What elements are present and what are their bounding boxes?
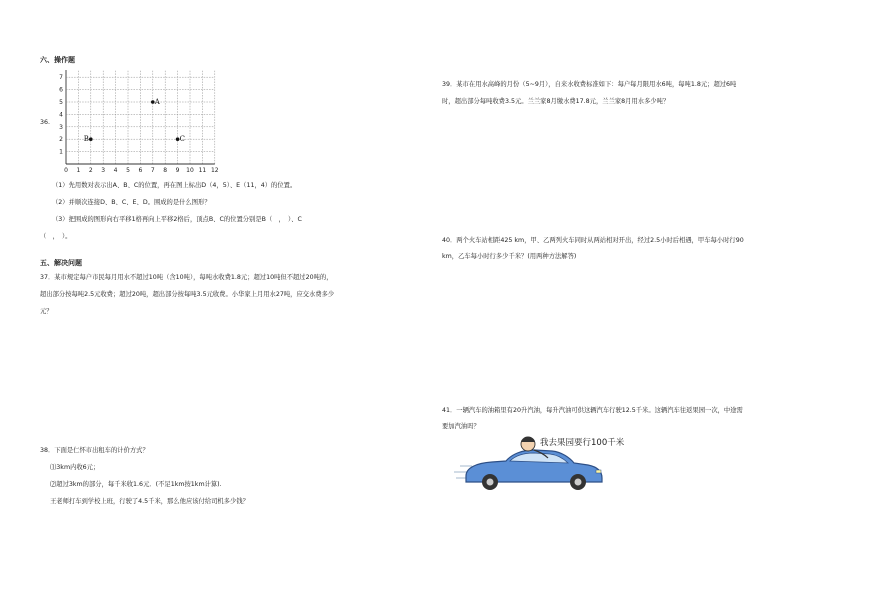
x-tick-label: 8: [163, 167, 168, 174]
x-tick-label: 0: [64, 167, 68, 174]
y-tick-label: 1: [59, 148, 63, 156]
question-36-part-2: （2）并顺次连接D、B、C、E、D。围成的是什么图形？: [52, 199, 211, 206]
question-38-line-2: ⑴3km内收6元；: [50, 464, 100, 471]
car-speech-text: 我去果园要行100千米: [540, 438, 625, 448]
question-37-line-3: 元？: [40, 308, 53, 315]
question-38-line-1: 38．下面是仁怀市出租车的计价方式？: [40, 447, 149, 454]
question-39-line-1: 39．某市在用水高峰的月份（5~9月），自来水收费标准如下：每户每月限用水6吨，每吨1.8元；超过6吨: [442, 81, 737, 88]
x-tick-label: 12: [210, 167, 219, 174]
x-tick-label: 9: [175, 167, 180, 174]
question-37-line-1: 37．某市规定每户市民每月用水不超过10吨（含10吨），每吨水收费1.8元；超过10吨但不超过20吨的，: [40, 274, 333, 281]
question-36-part-3-line-2: （ ， ）。: [40, 233, 72, 240]
question-36-part-1: （1）先用数对表示出A、B、C的位置，再在图上标出D（4，5）、E（11，4）的位置。: [52, 182, 297, 189]
question-36-part-3-line-1: （3）把围成的图形向右平移1格再向上平移2格后，顶点B、C的位置分别是B（ ， ）、C: [52, 216, 302, 223]
y-tick-label: 7: [59, 74, 63, 82]
question-40-line-2: km，乙车每小时行多少千米？(用两种方法解答): [442, 253, 577, 260]
y-tick-label: 6: [59, 86, 63, 94]
x-tick-label: 5: [126, 167, 130, 174]
question-41-line-1: 41．一辆汽车的油箱里有20升汽油，每升汽油可供这辆汽车行驶12.5千米。这辆汽车往返果园一次，中途需: [442, 407, 743, 414]
x-tick-label: 3: [101, 167, 106, 174]
x-tick-label: 11: [198, 167, 207, 174]
x-tick-label: 7: [150, 167, 155, 174]
x-tick-label: 1: [76, 167, 81, 174]
x-tick-label: 6: [138, 167, 143, 174]
section-5-title: 五、解决问题: [40, 259, 82, 267]
question-40-line-1: 40．两个火车站相距425 km，甲、乙两列火车同时从两站相对开出，经过2.5小时后相遇，甲车每小时行90: [442, 237, 744, 244]
y-tick-label: 2: [59, 136, 63, 144]
question-39-line-2: 时，超出部分每吨收费3.5元。兰兰家8月缴水费17.8元，兰兰家8月用水多少吨？: [442, 98, 670, 105]
x-tick-label: 10: [186, 167, 194, 174]
question-38-line-4: 王老师打车到学校上班，行驶了4.5千米，那么他应该付给司机多少钱？: [50, 498, 249, 505]
y-tick-label: 3: [59, 123, 63, 131]
y-tick-label: 5: [59, 99, 63, 106]
y-tick-label: 4: [59, 111, 63, 119]
coordinate-grid: [56, 70, 226, 178]
question-36-number: 36.: [40, 119, 51, 126]
point-label-a: A: [154, 98, 160, 106]
point-label-c: C: [179, 135, 185, 144]
x-tick-label: 4: [113, 167, 118, 174]
question-41-line-2: 要加汽油吗？: [442, 423, 480, 430]
question-37-line-2: 超出部分按每吨2.5元收费；超过20吨，超出部分按每吨3.5元收费。小华家上月用水27吨，应交水费多少: [40, 291, 335, 298]
section-6-title: 六、操作题: [40, 56, 75, 64]
x-tick-label: 2: [88, 167, 93, 174]
point-b: [89, 137, 93, 141]
question-38-line-3: ⑵超过3km的部分，每千米收1.6元．(不足1km按1km计算).: [50, 481, 222, 488]
point-label-b: B: [83, 135, 89, 144]
car-illustration: [452, 432, 646, 492]
